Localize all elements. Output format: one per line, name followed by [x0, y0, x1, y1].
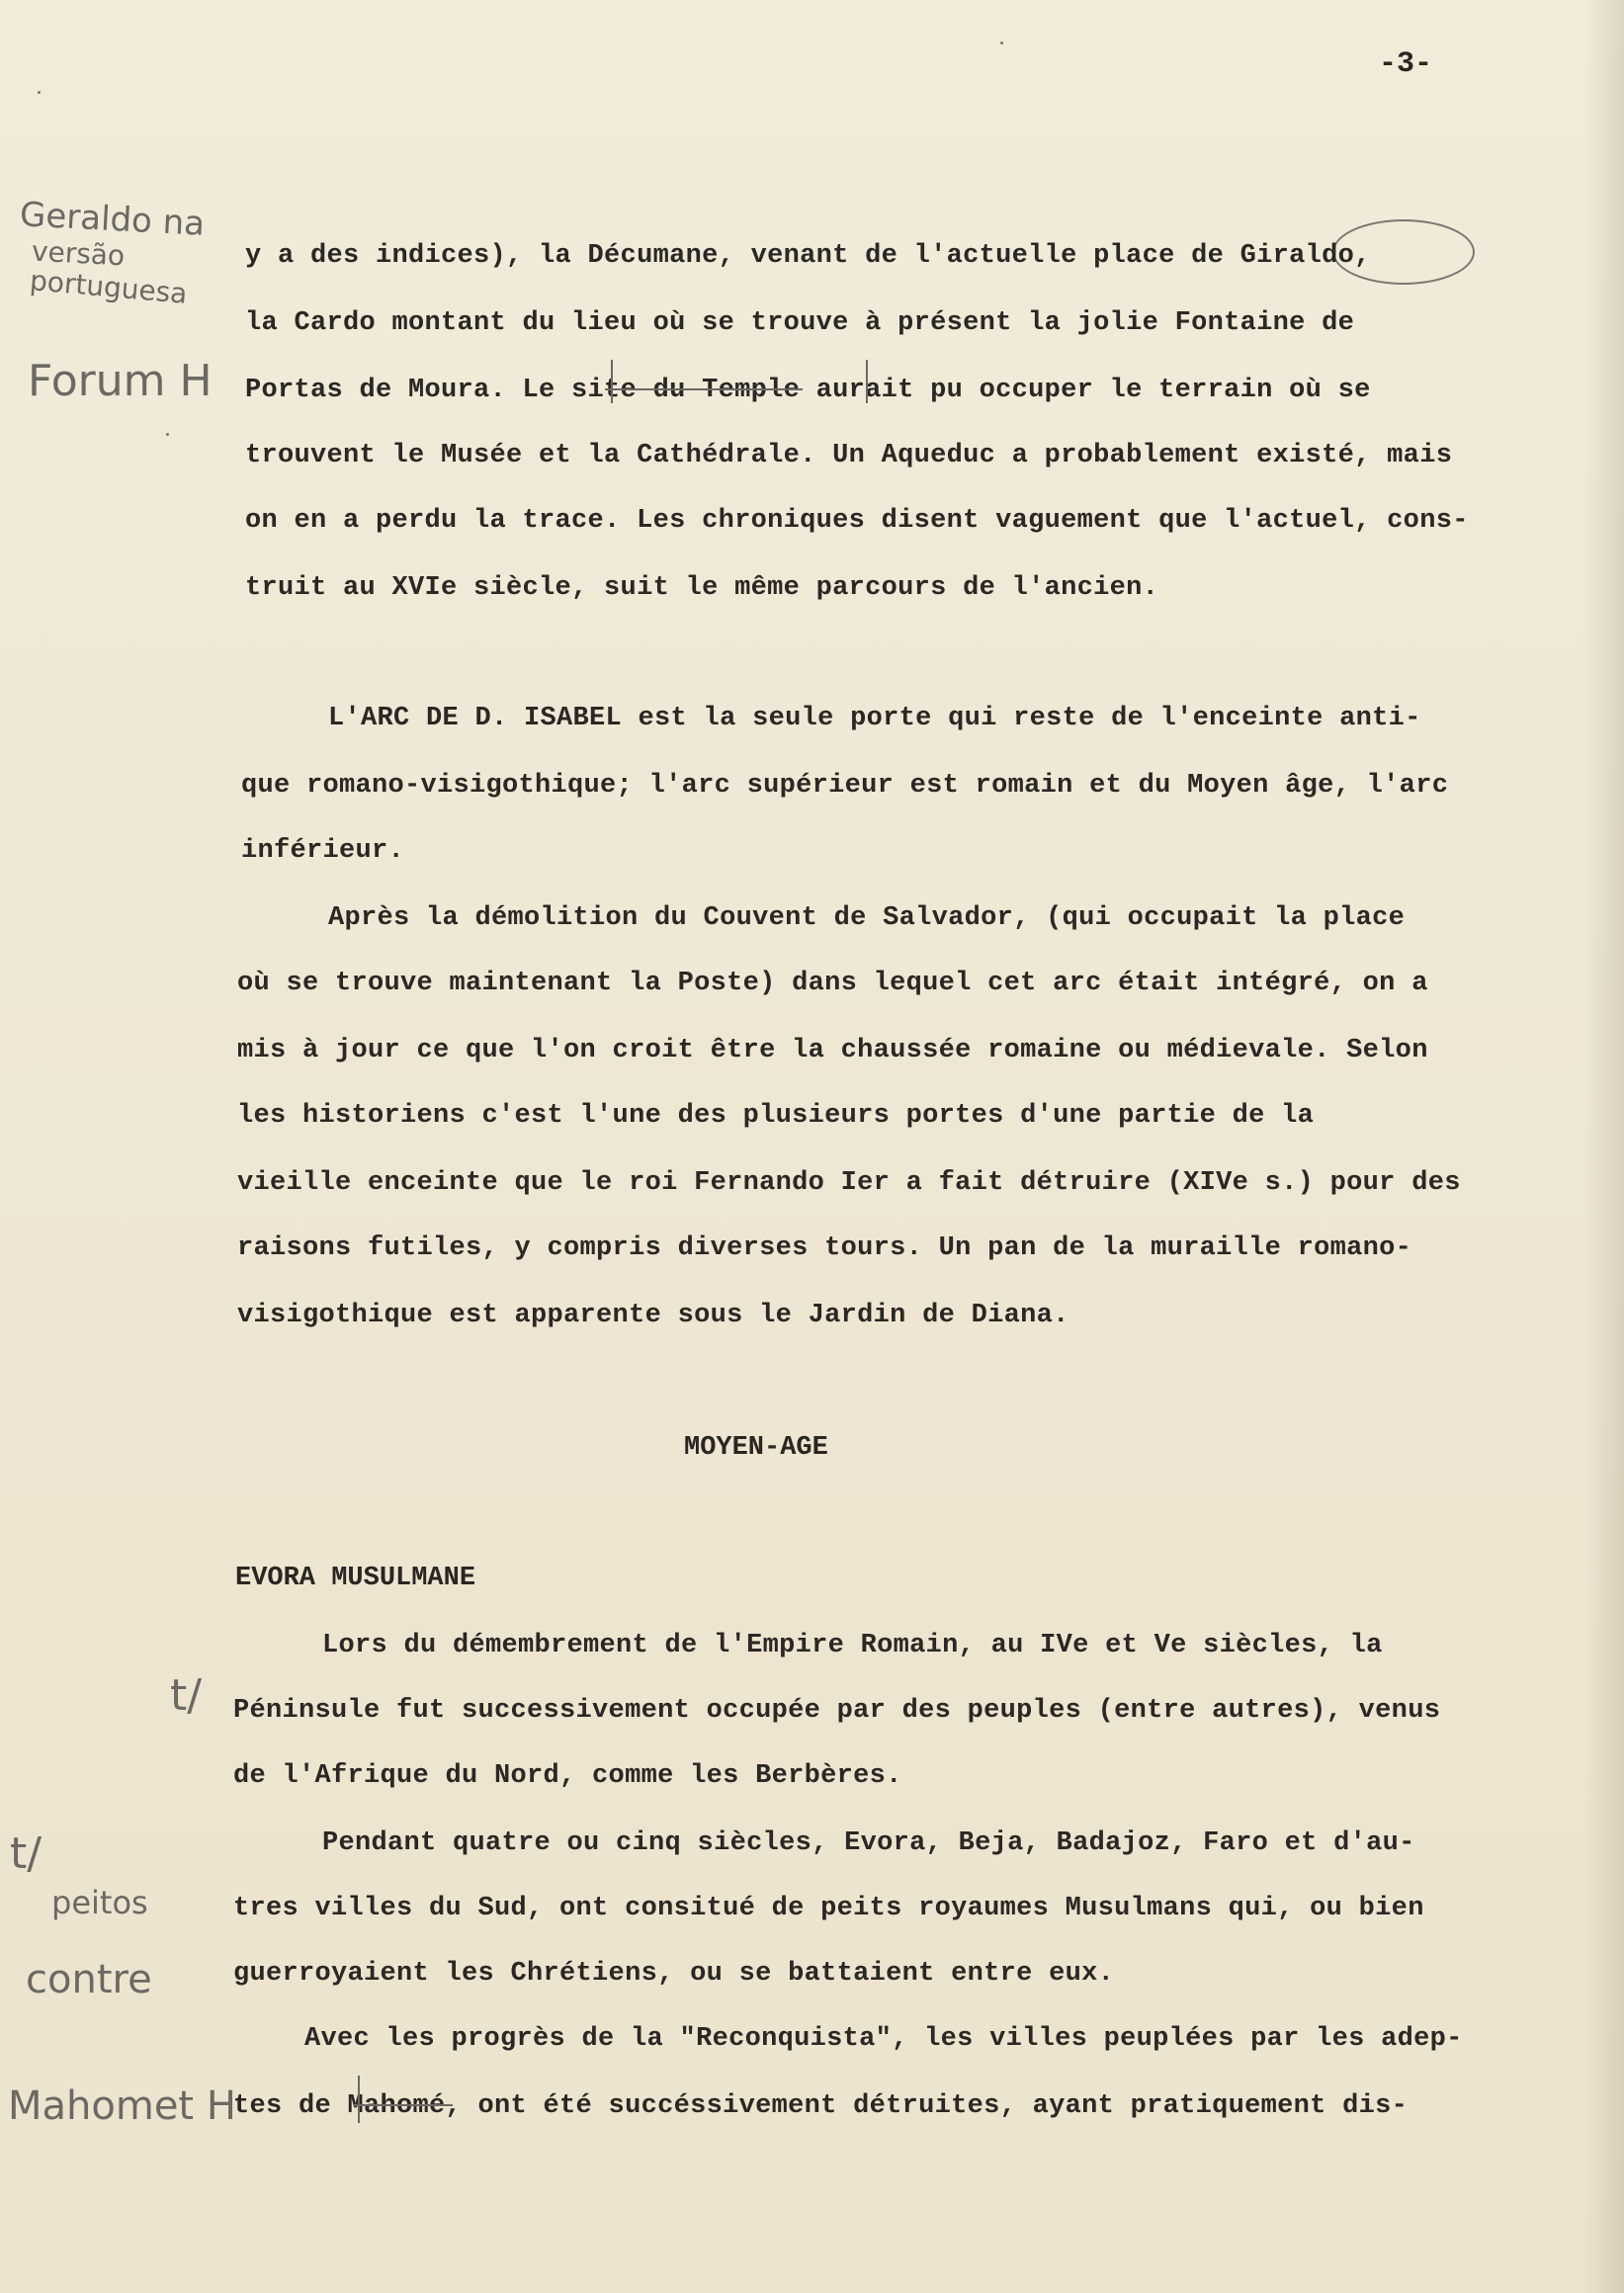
margin-note-mahomet: Mahomet H [8, 2083, 236, 2129]
margin-note-t-peninsule: t/ [170, 1670, 203, 1721]
text-line: Avec les progrès de la "Reconquista", les villes peuplées par les adep- [304, 2024, 1463, 2054]
margin-note-forum: Forum H [28, 356, 213, 406]
text-line: inférieur. [241, 836, 405, 866]
text-line: guerroyaient les Chrétiens, ou se battaient entre eux. [233, 1959, 1115, 1989]
margin-note-contre: contre [26, 1957, 152, 2002]
strike-mark [605, 388, 803, 390]
text-line: que romano-visigothique; l'arc supérieur est romain et du Moyen âge, l'arc [241, 771, 1449, 801]
text-line: Péninsule fut successivement occupée par des peuples (entre autres), venus [233, 1696, 1441, 1726]
text-line: visigothique est apparente sous le Jardin de Diana. [237, 1301, 1069, 1330]
text-line: tres villes du Sud, ont consitué de peits royaumes Musulmans qui, ou bien [233, 1894, 1424, 1923]
text-line: mis à jour ce que l'on croit être la chaussée romaine ou médievale. Selon [237, 1036, 1428, 1065]
text-line: de l'Afrique du Nord, comme les Berbères. [233, 1761, 902, 1791]
paper-speck [1000, 42, 1003, 44]
bracket-mark [611, 360, 613, 403]
text-line: on en a perdu la trace. Les chroniques disent vaguement que l'actuel, cons- [245, 506, 1469, 536]
paper-speck [38, 91, 41, 94]
text-line: truit au XVIe siècle, suit le même parcours de l'ancien. [245, 573, 1159, 603]
margin-note-geraldo-2: versão [31, 234, 126, 273]
text-line: la Cardo montant du lieu où se trouve à présent la jolie Fontaine de [245, 308, 1355, 338]
margin-note-t-villes: t/ [10, 1828, 43, 1879]
text-line: L'ARC DE D. ISABEL est la seule porte qui reste de l'enceinte anti- [328, 704, 1421, 733]
text-line: tes de Mahomé, ont été succéssivement détruites, ayant pratiquement dis- [233, 2091, 1409, 2121]
text-line: Portas de Moura. Le site du Temple aurait pu occuper le terrain où se [245, 376, 1371, 405]
strike-mark [354, 2104, 453, 2106]
text-line: raisons futiles, y compris diverses tours. Un pan de la muraille romano- [237, 1233, 1412, 1263]
text-line: les historiens c'est l'une des plusieurs portes d'une partie de la [237, 1101, 1315, 1131]
bracket-mark [358, 2076, 360, 2123]
text-line: Pendant quatre ou cinq siècles, Evora, Beja, Badajoz, Faro et d'au- [322, 1828, 1415, 1858]
text-line: vieille enceinte que le roi Fernando Ier a fait détruire (XIVe s.) pour des [237, 1168, 1461, 1198]
text-line: où se trouve maintenant la Poste) dans lequel cet arc était intégré, on a [237, 969, 1428, 998]
page-number: -3- [1379, 47, 1433, 81]
text-line: Lors du démembrement de l'Empire Romain, au IVe et Ve siècles, la [322, 1631, 1383, 1660]
margin-note-geraldo-3: portuguesa [28, 264, 189, 310]
page-edge-shadow [1584, 0, 1624, 2293]
paper-speck [166, 433, 169, 436]
text-line: y a des indices), la Décumane, venant de l'actuelle place de Giraldo, [245, 241, 1371, 271]
margin-note-peitos: peitos [51, 1884, 148, 1921]
text-line: Après la démolition du Couvent de Salvador, (qui occupait la place [328, 903, 1406, 933]
text-line: trouvent le Musée et la Cathédrale. Un Aqueduc a probablement existé, mais [245, 441, 1453, 470]
bracket-mark [866, 360, 868, 403]
section-heading-evora-musulmane: EVORA MUSULMANE [235, 1564, 476, 1593]
margin-note-geraldo-1: Geraldo na [19, 195, 207, 244]
section-heading-moyen-age: MOYEN-AGE [684, 1433, 828, 1463]
